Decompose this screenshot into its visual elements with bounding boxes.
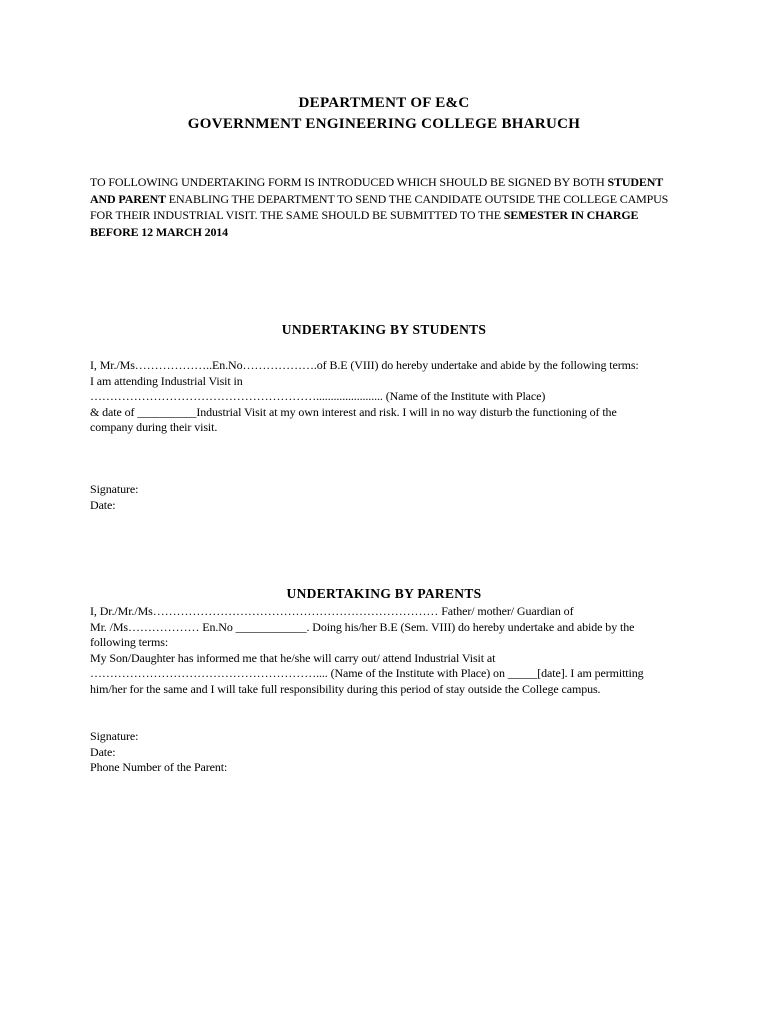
students-line-1: I, Mr./Ms………………..En.No……………….of B.E (VIII) do hereby undertake and abide by the following terms: [90, 358, 639, 372]
intro-bold-1: STUDENT AND PARENT [90, 175, 663, 206]
parents-date-label: Date: [90, 744, 116, 759]
parents-line-4: My Son/Daughter has informed me that he/she will carry out/ attend Industrial Visit at [90, 650, 496, 665]
parents-line-3: following terms: [90, 635, 169, 649]
parents-sign-block [90, 729, 670, 776]
intro-paragraph [90, 174, 680, 240]
intro-text-2: ENABLING THE DEPARTMENT TO SEND THE CANDIDATE OUTSIDE THE COLLEGE CAMPUS FOR THEIR INDUSTRIAL VISIT. THE SAME SHOULD BE SUBMITTED TO THE [90, 191, 669, 222]
college-title: GOVERNMENT ENGINEERING COLLEGE BHARUCH [187, 116, 581, 132]
parents-line-5: ………………………………………………….... (Name of the Institute with Place) on _____[date]. I am permitting [90, 666, 644, 680]
parents-line-6: him/her for the same and I will take full responsibility during this period of stay outside the College campus. [90, 681, 601, 696]
students-undertaking-text [90, 358, 670, 436]
parents-line-2: Mr. /Ms……………… En.No ____________. Doing his/her B.E (Sem. VIII) do hereby undertake and abide by the [90, 619, 635, 634]
intro-text-1: TO FOLLOWING UNDERTAKING FORM IS INTRODUCED WHICH SHOULD BE SIGNED BY BOTH [90, 175, 608, 189]
department-title: DEPARTMENT OF E&C [298, 95, 470, 111]
parents-signature-label: Signature: [90, 729, 139, 743]
parents-phone-label: Phone Number of the Parent: [90, 760, 228, 774]
students-sign-block [90, 482, 670, 513]
students-line-4: & date of __________Industrial Visit at my own interest and risk. I will in no way disturb the functioning of the [90, 404, 617, 419]
students-date-label: Date: [90, 497, 116, 512]
students-signature-label: Signature: [90, 482, 139, 496]
students-line-5: company during their visit. [90, 420, 218, 434]
parents-heading: UNDERTAKING BY PARENTS [286, 586, 482, 601]
parents-undertaking-text [90, 604, 670, 697]
parents-line-1: I, Dr./Mr./Ms……………………………………………………………… Father/ mother/ Guardian of [90, 604, 574, 618]
students-heading: UNDERTAKING BY STUDENTS [281, 322, 487, 337]
intro-bold-2: SEMESTER IN CHARGE BEFORE 12 MARCH 2014 [90, 208, 639, 239]
students-line-2: I am attending Industrial Visit in [90, 373, 243, 388]
students-line-3: …………………………………………………....................... (Name of the Institute with Place) [90, 389, 546, 403]
